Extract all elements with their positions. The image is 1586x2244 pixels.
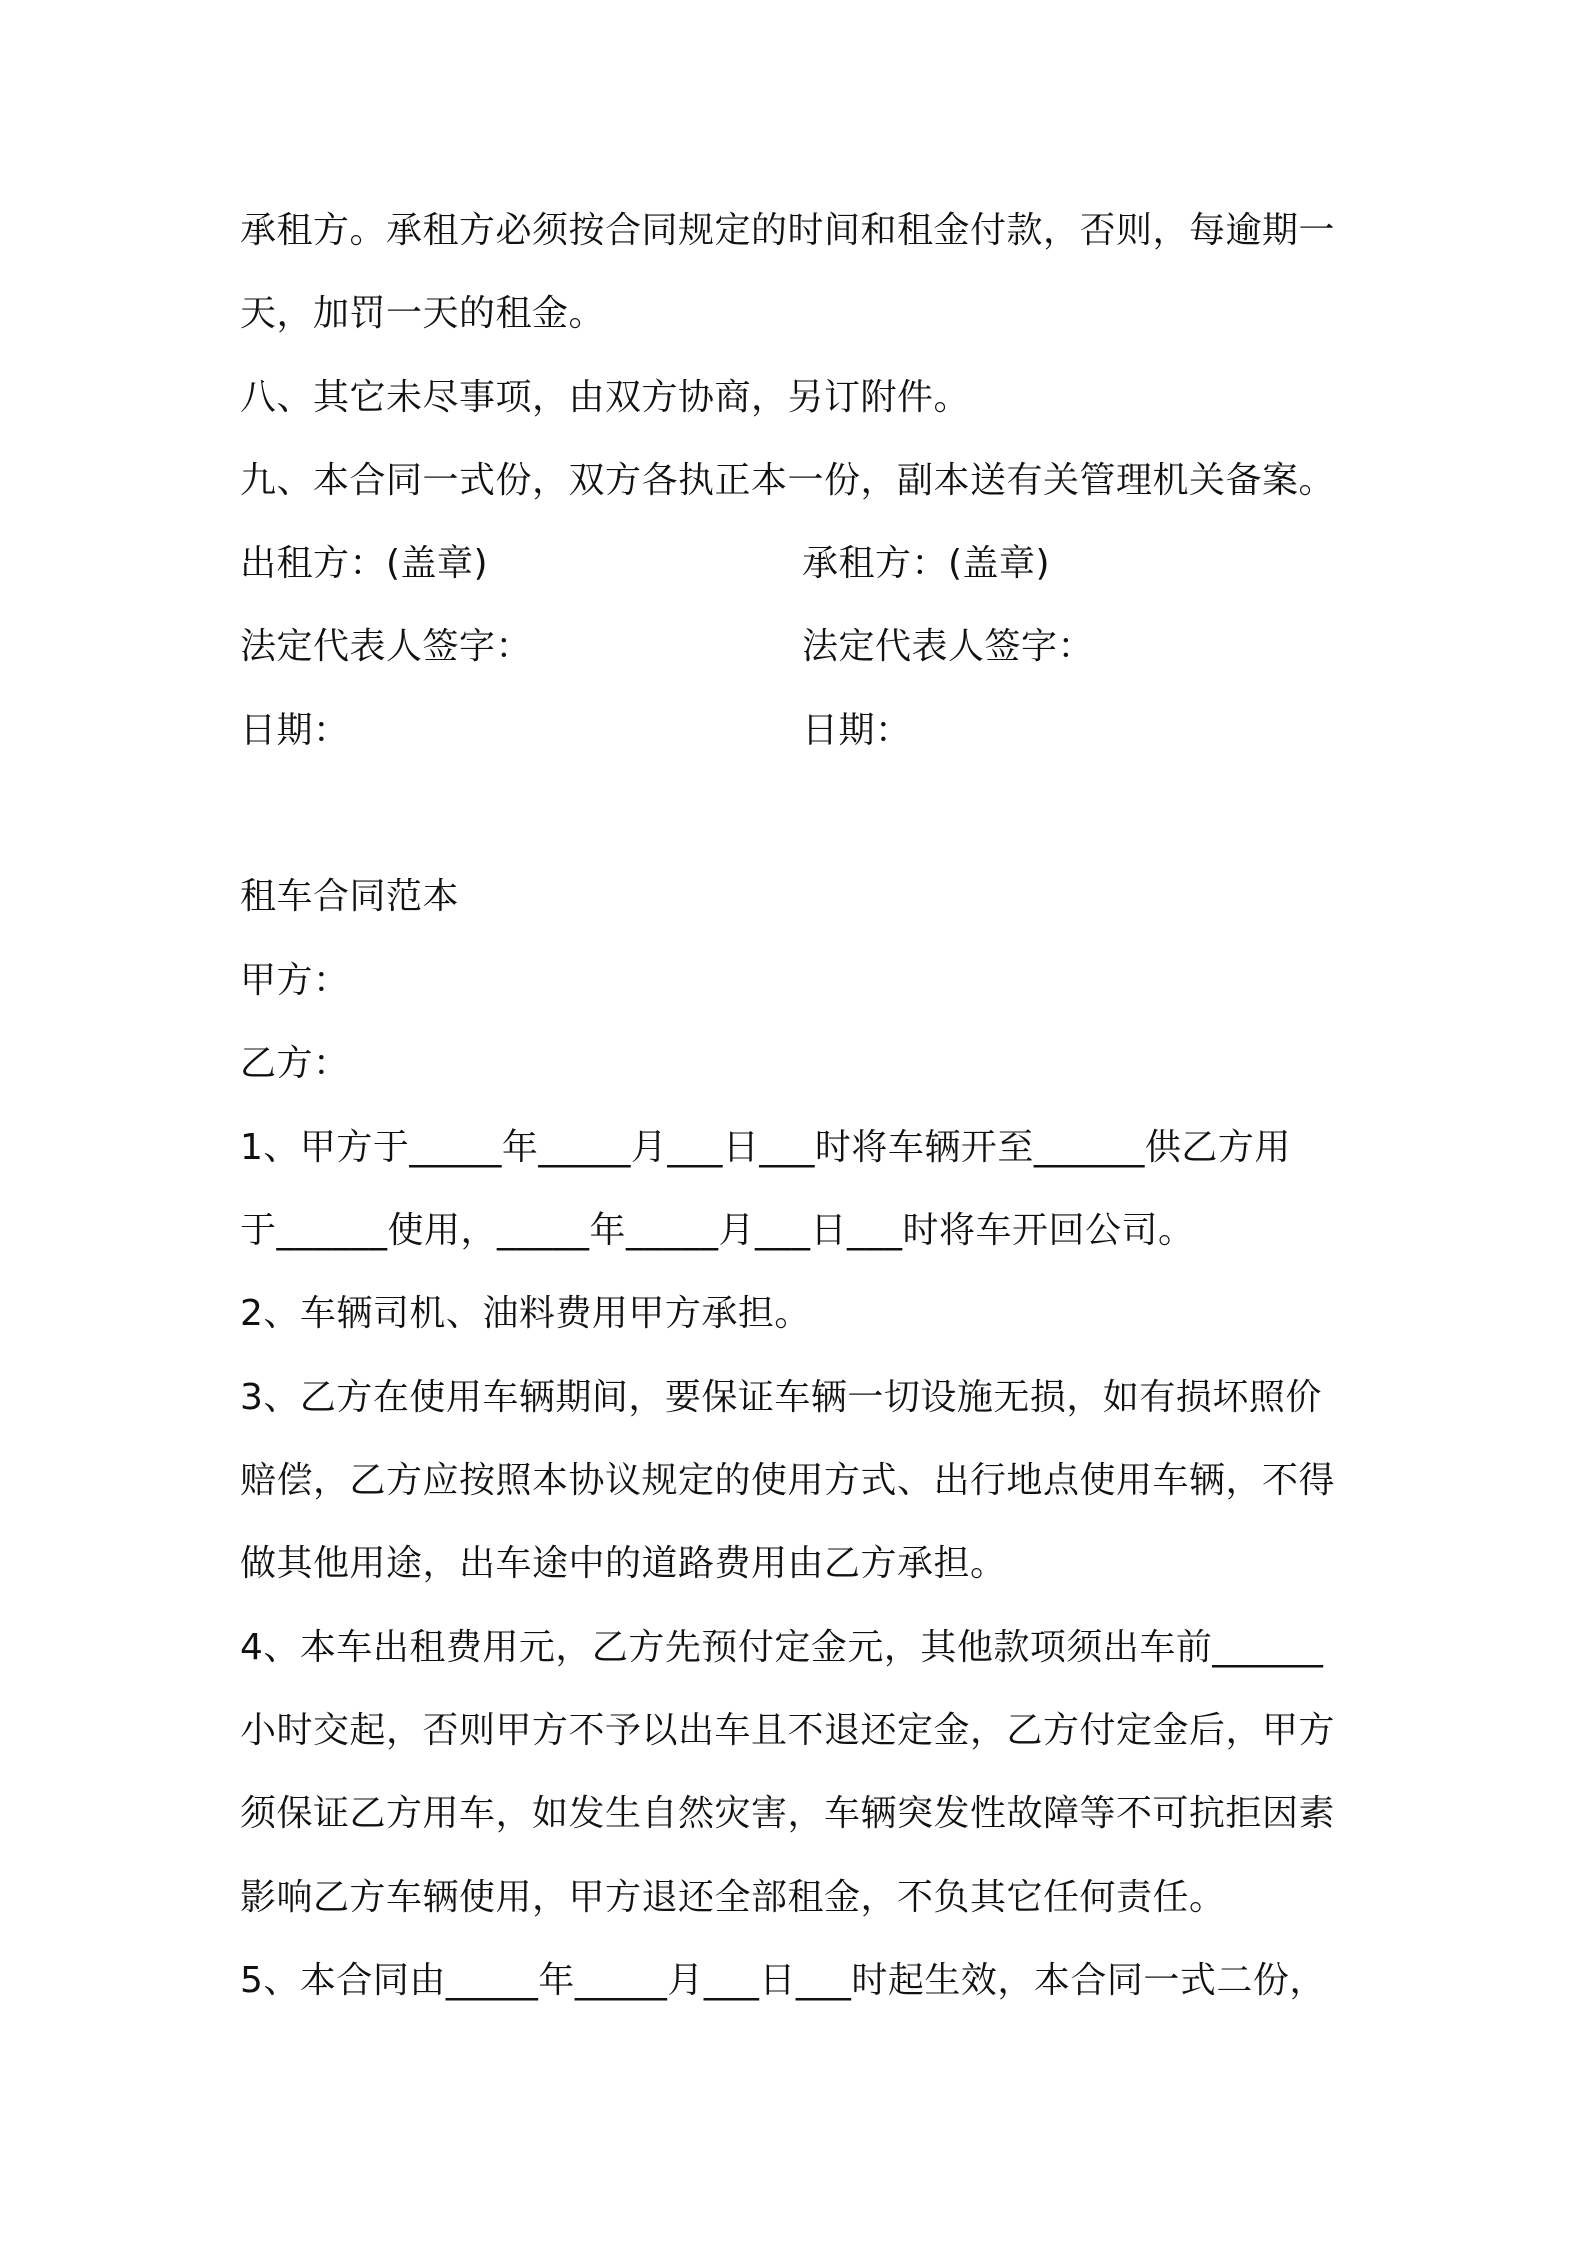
clause-eight: 八、其它未尽事项，由双方协商，另订附件。	[240, 377, 971, 418]
clause-line: 须保证乙方用车，如发生自然灾害，车辆突发性故障等不可抗拒因素	[240, 1793, 1336, 1834]
lessee-seal-label: 承租方：(盖章)	[802, 543, 1051, 584]
clause-line: 影响乙方车辆使用，甲方退还全部租金，不负其它任何责任。	[240, 1877, 1226, 1918]
clause-line: 小时交起，否则甲方不予以出车且不退还定金，乙方付定金后，甲方	[240, 1710, 1336, 1751]
lessor-date-label: 日期：	[240, 710, 350, 751]
clause-line: 5、本合同由_____年_____月___日___时起生效，本合同一式二份，	[240, 1960, 1326, 2001]
paragraph-line: 天，加罚一天的租金。	[240, 293, 606, 334]
clause-line: 于______使用，_____年_____月___日___时将车开回公司。	[240, 1210, 1195, 1251]
paragraph-line: 承租方。承租方必须按合同规定的时间和租金付款，否则，每逾期一	[240, 210, 1336, 251]
lessor-seal-label: 出租方：(盖章)	[240, 543, 489, 584]
contract-title: 租车合同范本	[240, 876, 460, 917]
clause-line: 做其他用途，出车途中的道路费用由乙方承担。	[240, 1543, 1007, 1584]
clause-line: 4、本车出租费用元，乙方先预付定金元，其他款项须出车前______	[240, 1627, 1324, 1668]
lessee-date-label: 日期：	[802, 710, 912, 751]
clause-nine: 九、本合同一式份，双方各执正本一份，副本送有关管理机关备案。	[240, 460, 1336, 501]
clause-line: 3、乙方在使用车辆期间，要保证车辆一切设施无损，如有损坏照价	[240, 1377, 1322, 1418]
clause-line: 赔偿，乙方应按照本协议规定的使用方式、出行地点使用车辆，不得	[240, 1460, 1336, 1501]
lessor-representative-label: 法定代表人签字：	[240, 626, 533, 667]
clause-line: 1、甲方于_____年_____月___日___时将车辆开至______供乙方用	[240, 1127, 1291, 1168]
party-b-label: 乙方：	[240, 1043, 350, 1084]
clause-line: 2、车辆司机、油料费用甲方承担。	[240, 1293, 811, 1334]
party-a-label: 甲方：	[240, 960, 350, 1001]
lessee-representative-label: 法定代表人签字：	[802, 626, 1095, 667]
